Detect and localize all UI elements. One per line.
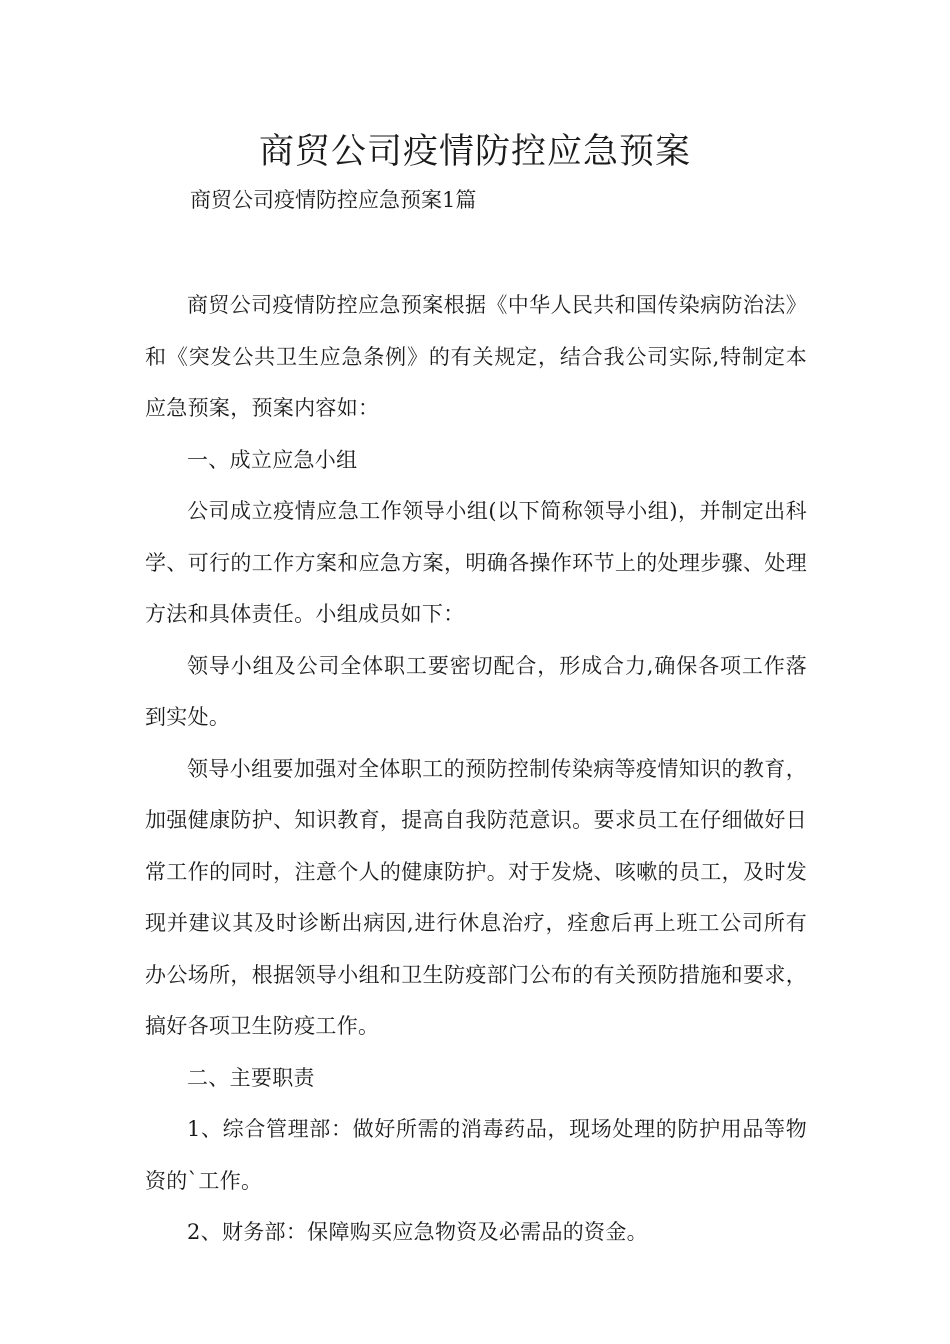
paragraph-duty-admin: 1、综合管理部：做好所需的消毒药品，现场处理的防护用品等物资的`工作。 [145,1117,807,1193]
section-heading-1: 一、成立应急小组 [187,447,358,472]
paragraph-duty-finance: 2、财务部：保障购买应急物资及必需品的资金。 [187,1220,648,1244]
paragraph-education: 领导小组要加强对全体职工的预防控制传染病等疫情知识的教育，加强健康防护、知识教育，提高自我防范意识。要求员工在仔细做好日常工作的同时，注意个人的健康防护。对于发烧、咳嗽的员工，及时发现并建议其及时诊断出病因,进行休息治疗，痊愈后再上班工公司所有办公场所，根据领导小组和卫生防疫部门公布的有关预防措施和要求，搞好各项卫生防疫工作。 [145,756,807,1038]
paragraph-group-setup: 公司成立疫情应急工作领导小组(以下简称领导小组)，并制定出科学、可行的工作方案和应急方案，明确各操作环节上的处理步骤、处理方法和具体责任。小组成员如下： [145,499,807,626]
paragraph-cooperation: 领导小组及公司全体职工要密切配合，形成合力,确保各项工作落到实处。 [145,653,807,729]
document-title: 商贸公司疫情防控应急预案 [258,132,691,172]
document-body [145,280,807,1259]
document-subtitle: 商贸公司疫情防控应急预案1篇 [190,188,477,212]
section-heading-2: 二、主要职责 [187,1065,315,1090]
paragraph-intro: 商贸公司疫情防控应急预案根据《中华人民共和国传染病防治法》和《突发公共卫生应急条例》的有关规定，结合我公司实际,特制定本应急预案，预案内容如： [145,293,807,420]
